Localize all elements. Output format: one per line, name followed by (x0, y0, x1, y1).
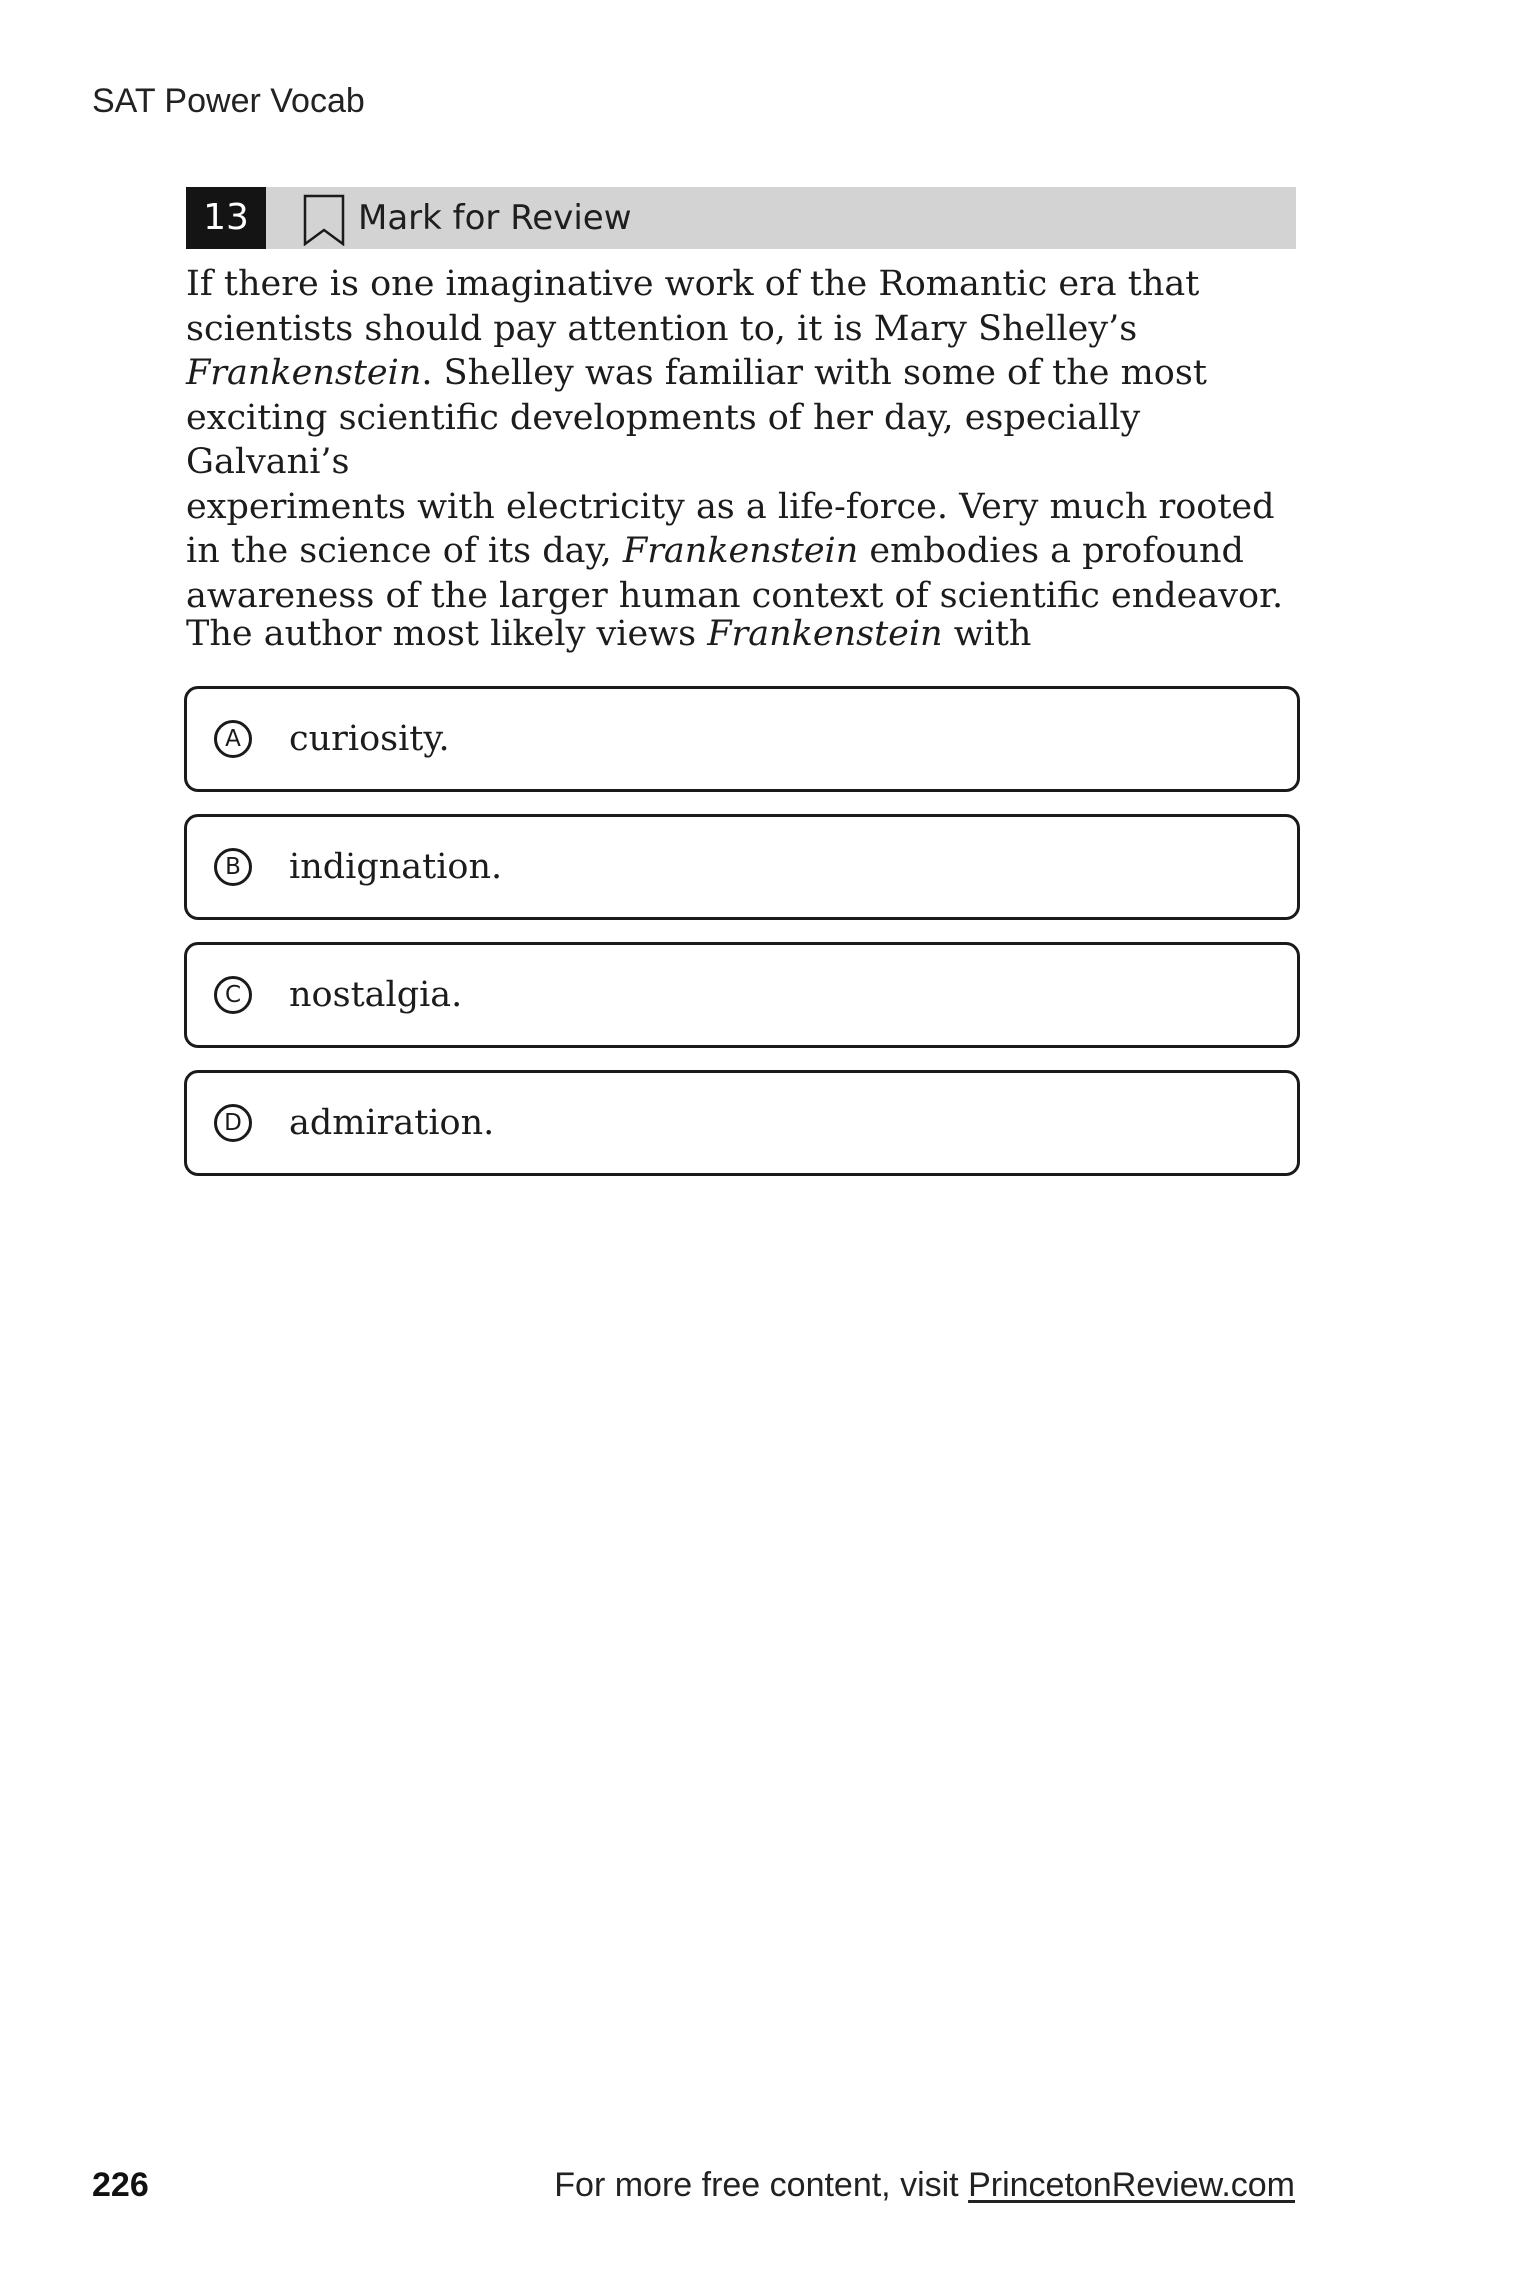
running-head: SAT Power Vocab (92, 82, 365, 120)
princeton-review-link[interactable]: PrincetonReview.com (968, 2166, 1295, 2204)
choice-letter-b-icon: B (214, 848, 252, 886)
passage-line: embodies a profound (858, 531, 1244, 571)
footer-note-text: For more free content, visit (554, 2166, 969, 2204)
stem-title-italic: Frankenstein (707, 614, 943, 654)
passage-title-italic: Frankenstein (186, 353, 422, 393)
question-header-bar (186, 187, 1296, 249)
passage (186, 262, 1306, 618)
stem-text: The author most likely views (186, 614, 708, 654)
choice-text: nostalgia. (289, 975, 463, 1015)
mark-for-review-label: Mark for Review (358, 198, 632, 238)
choice-text: curiosity. (289, 719, 450, 759)
page-number: 226 (92, 2166, 149, 2204)
stem-text: with (942, 614, 1032, 654)
passage-title-italic: Frankenstein (622, 531, 859, 571)
choice-letter-a-icon: A (214, 720, 252, 758)
choice-d[interactable] (184, 1070, 1300, 1176)
choice-text: admiration. (289, 1103, 495, 1143)
bookmark-icon (302, 194, 346, 246)
passage-line: in the science of its day, (186, 531, 623, 571)
choice-text: indignation. (289, 847, 503, 887)
choice-letter-c-icon: C (214, 976, 252, 1014)
mark-for-review-button[interactable] (302, 187, 632, 249)
choice-letter-d-icon: D (214, 1104, 252, 1142)
question-stem (186, 612, 1306, 656)
choice-b[interactable] (184, 814, 1300, 920)
passage-line: If there is one imaginative work of the Romantic era that (186, 264, 1200, 304)
passage-line: scientists should pay attention to, it is Mary Shelley’s (186, 308, 1138, 349)
passage-line: exciting scientific developments of her day, especially Galvani’s (186, 397, 1141, 482)
passage-line: . Shelley was familiar with some of the most (421, 353, 1207, 393)
choice-a[interactable] (184, 686, 1300, 792)
question-number: 13 (186, 187, 266, 249)
footer-note (554, 2166, 1295, 2205)
passage-line: experiments with electricity as a life-force. Very much rooted (186, 486, 1275, 527)
choice-c[interactable] (184, 942, 1300, 1048)
passage-line: awareness of the larger human context of scientific endeavor. (186, 575, 1284, 616)
